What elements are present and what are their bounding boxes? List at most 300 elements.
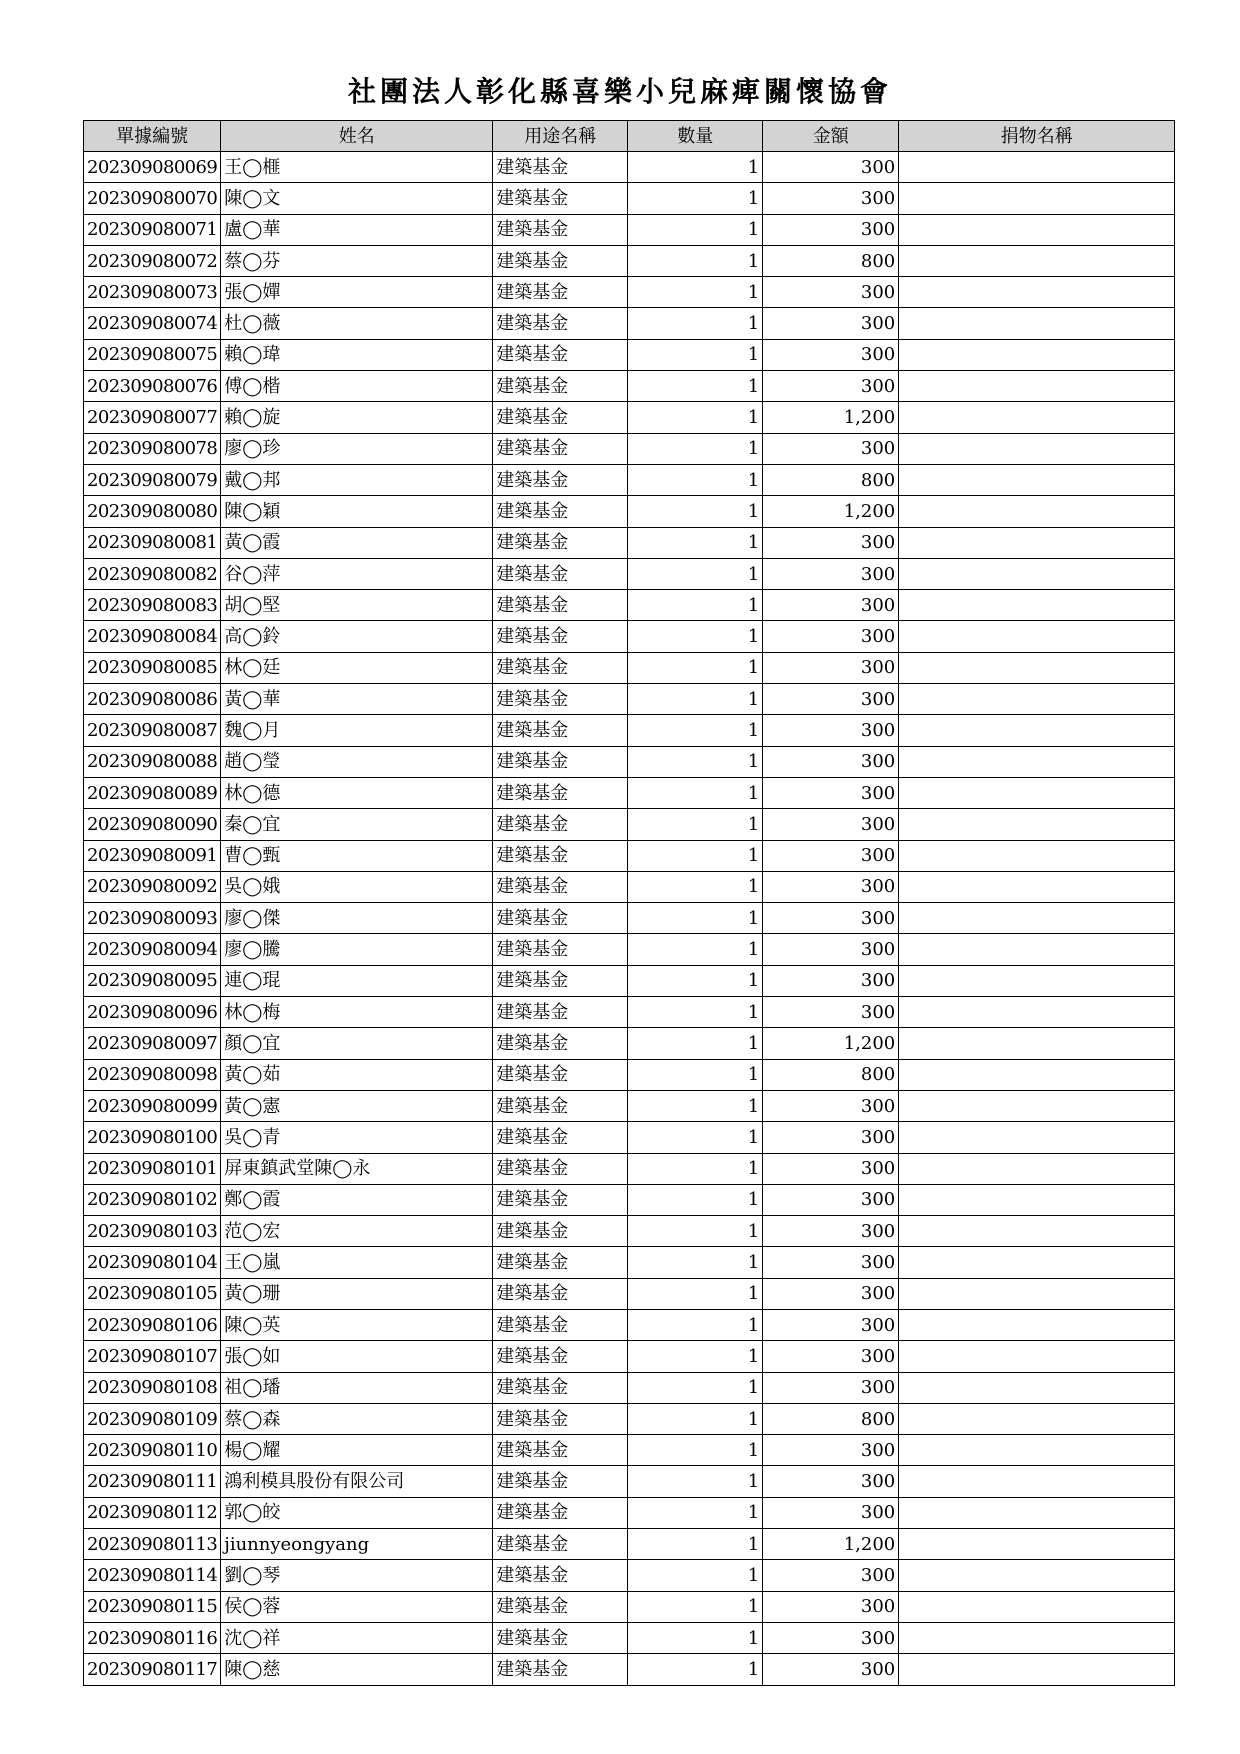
donated-item-cell [899, 871, 1175, 902]
purpose-cell: 建築基金 [493, 433, 628, 464]
donated-item-cell [899, 527, 1175, 558]
quantity-cell: 1 [628, 1059, 763, 1090]
receipt-number-cell: 202309080082 [84, 558, 221, 589]
donated-item-cell [899, 1497, 1175, 1528]
receipt-number-cell: 202309080096 [84, 997, 221, 1028]
table-row [84, 1435, 1175, 1466]
table-row [84, 1497, 1175, 1528]
receipt-number-cell: 202309080111 [84, 1466, 221, 1497]
purpose-cell: 建築基金 [493, 1309, 628, 1340]
purpose-cell: 建築基金 [493, 715, 628, 746]
donated-item-cell [899, 652, 1175, 683]
donor-name-cell: 黃◯霞 [221, 527, 493, 558]
donated-item-cell [899, 339, 1175, 370]
donor-name-cell: 陳◯英 [221, 1309, 493, 1340]
quantity-cell: 1 [628, 371, 763, 402]
table-row [84, 1216, 1175, 1247]
receipt-number-cell: 202309080116 [84, 1622, 221, 1653]
donated-item-cell [899, 1122, 1175, 1153]
donated-item-cell [899, 1341, 1175, 1372]
donated-item-cell [899, 1278, 1175, 1309]
receipt-number-cell: 202309080088 [84, 746, 221, 777]
amount-cell: 300 [763, 1090, 899, 1121]
amount-cell: 300 [763, 965, 899, 996]
donor-name-cell: 劉◯琴 [221, 1560, 493, 1591]
donated-item-cell [899, 840, 1175, 871]
quantity-cell: 1 [628, 1309, 763, 1340]
donated-item-cell [899, 1247, 1175, 1278]
purpose-cell: 建築基金 [493, 1278, 628, 1309]
quantity-cell: 1 [628, 1654, 763, 1685]
table-row [84, 1122, 1175, 1153]
purpose-cell: 建築基金 [493, 371, 628, 402]
donation-table [83, 120, 1175, 1686]
table-row [84, 1560, 1175, 1591]
quantity-cell: 1 [628, 840, 763, 871]
receipt-number-cell: 202309080078 [84, 433, 221, 464]
purpose-cell: 建築基金 [493, 152, 628, 183]
quantity-cell: 1 [628, 1184, 763, 1215]
donated-item-cell [899, 1184, 1175, 1215]
table-row [84, 1247, 1175, 1278]
table-row [84, 1341, 1175, 1372]
quantity-cell: 1 [628, 1622, 763, 1653]
amount-cell: 300 [763, 903, 899, 934]
donated-item-cell [899, 245, 1175, 276]
amount-cell: 300 [763, 1278, 899, 1309]
amount-cell: 300 [763, 840, 899, 871]
quantity-cell: 1 [628, 214, 763, 245]
receipt-number-cell: 202309080069 [84, 152, 221, 183]
amount-cell: 300 [763, 1466, 899, 1497]
quantity-cell: 1 [628, 1341, 763, 1372]
receipt-number-cell: 202309080083 [84, 590, 221, 621]
donated-item-cell [899, 1059, 1175, 1090]
table-row [84, 1529, 1175, 1560]
donated-item-cell [899, 1216, 1175, 1247]
receipt-number-cell: 202309080105 [84, 1278, 221, 1309]
amount-cell: 300 [763, 308, 899, 339]
donated-item-cell [899, 903, 1175, 934]
amount-cell: 300 [763, 871, 899, 902]
donated-item-cell [899, 997, 1175, 1028]
donor-name-cell: 谷◯萍 [221, 558, 493, 589]
table-row [84, 871, 1175, 902]
purpose-cell: 建築基金 [493, 214, 628, 245]
amount-cell: 300 [763, 1153, 899, 1184]
purpose-cell: 建築基金 [493, 1247, 628, 1278]
donor-name-cell: 蔡◯芬 [221, 245, 493, 276]
receipt-number-cell: 202309080075 [84, 339, 221, 370]
donor-name-cell: 張◯嬋 [221, 277, 493, 308]
amount-cell: 300 [763, 152, 899, 183]
donated-item-cell [899, 496, 1175, 527]
amount-cell: 800 [763, 464, 899, 495]
amount-cell: 300 [763, 1216, 899, 1247]
amount-cell: 1,200 [763, 496, 899, 527]
receipt-number-cell: 202309080095 [84, 965, 221, 996]
table-row [84, 652, 1175, 683]
purpose-cell: 建築基金 [493, 1216, 628, 1247]
table-row [84, 1372, 1175, 1403]
purpose-cell: 建築基金 [493, 903, 628, 934]
receipt-number-cell: 202309080106 [84, 1309, 221, 1340]
table-row [84, 1654, 1175, 1685]
amount-cell: 300 [763, 652, 899, 683]
donated-item-cell [899, 1591, 1175, 1622]
quantity-cell: 1 [628, 152, 763, 183]
donor-name-cell: 黃◯珊 [221, 1278, 493, 1309]
header-quantity: 數量 [628, 121, 763, 152]
donor-name-cell: 趙◯瑩 [221, 746, 493, 777]
quantity-cell: 1 [628, 402, 763, 433]
donor-name-cell: 傅◯楷 [221, 371, 493, 402]
table-row [84, 245, 1175, 276]
donor-name-cell: 吳◯青 [221, 1122, 493, 1153]
receipt-number-cell: 202309080110 [84, 1435, 221, 1466]
table-row [84, 1591, 1175, 1622]
purpose-cell: 建築基金 [493, 1341, 628, 1372]
donor-name-cell: 賴◯旋 [221, 402, 493, 433]
quantity-cell: 1 [628, 1216, 763, 1247]
donor-name-cell: 王◯嵐 [221, 1247, 493, 1278]
receipt-number-cell: 202309080070 [84, 183, 221, 214]
purpose-cell: 建築基金 [493, 558, 628, 589]
quantity-cell: 1 [628, 777, 763, 808]
purpose-cell: 建築基金 [493, 1497, 628, 1528]
quantity-cell: 1 [628, 809, 763, 840]
amount-cell: 300 [763, 558, 899, 589]
donated-item-cell [899, 746, 1175, 777]
donor-name-cell: 楊◯耀 [221, 1435, 493, 1466]
donor-name-cell: 林◯梅 [221, 997, 493, 1028]
donor-name-cell: 屏東鎮武堂陳◯永 [221, 1153, 493, 1184]
purpose-cell: 建築基金 [493, 1560, 628, 1591]
quantity-cell: 1 [628, 1153, 763, 1184]
purpose-cell: 建築基金 [493, 464, 628, 495]
table-row [84, 903, 1175, 934]
header-purpose: 用途名稱 [493, 121, 628, 152]
receipt-number-cell: 202309080080 [84, 496, 221, 527]
purpose-cell: 建築基金 [493, 1466, 628, 1497]
purpose-cell: 建築基金 [493, 840, 628, 871]
amount-cell: 300 [763, 621, 899, 652]
quantity-cell: 1 [628, 1497, 763, 1528]
quantity-cell: 1 [628, 871, 763, 902]
amount-cell: 1,200 [763, 402, 899, 433]
purpose-cell: 建築基金 [493, 1622, 628, 1653]
table-row [84, 371, 1175, 402]
receipt-number-cell: 202309080108 [84, 1372, 221, 1403]
donated-item-cell [899, 371, 1175, 402]
purpose-cell: 建築基金 [493, 1372, 628, 1403]
receipt-number-cell: 202309080091 [84, 840, 221, 871]
header-name: 姓名 [221, 121, 493, 152]
receipt-number-cell: 202309080103 [84, 1216, 221, 1247]
donor-name-cell: 廖◯珍 [221, 433, 493, 464]
purpose-cell: 建築基金 [493, 402, 628, 433]
receipt-number-cell: 202309080097 [84, 1028, 221, 1059]
donated-item-cell [899, 1435, 1175, 1466]
donated-item-cell [899, 1622, 1175, 1653]
table-row [84, 1028, 1175, 1059]
table-row [84, 1090, 1175, 1121]
donor-name-cell: 盧◯華 [221, 214, 493, 245]
table-row [84, 527, 1175, 558]
purpose-cell: 建築基金 [493, 621, 628, 652]
receipt-number-cell: 202309080107 [84, 1341, 221, 1372]
quantity-cell: 1 [628, 1591, 763, 1622]
donor-name-cell: 黃◯華 [221, 684, 493, 715]
receipt-number-cell: 202309080113 [84, 1529, 221, 1560]
donor-name-cell: 戴◯邦 [221, 464, 493, 495]
table-row [84, 621, 1175, 652]
amount-cell: 800 [763, 1403, 899, 1434]
receipt-number-cell: 202309080092 [84, 871, 221, 902]
table-row [84, 308, 1175, 339]
purpose-cell: 建築基金 [493, 527, 628, 558]
receipt-number-cell: 202309080086 [84, 684, 221, 715]
quantity-cell: 1 [628, 746, 763, 777]
donor-name-cell: 林◯廷 [221, 652, 493, 683]
donated-item-cell [899, 277, 1175, 308]
table-row [84, 277, 1175, 308]
receipt-number-cell: 202309080079 [84, 464, 221, 495]
donated-item-cell [899, 777, 1175, 808]
table-row [84, 1184, 1175, 1215]
donated-item-cell [899, 1309, 1175, 1340]
amount-cell: 300 [763, 684, 899, 715]
quantity-cell: 1 [628, 621, 763, 652]
receipt-number-cell: 202309080090 [84, 809, 221, 840]
amount-cell: 300 [763, 1372, 899, 1403]
table-header [84, 121, 1175, 152]
amount-cell: 300 [763, 809, 899, 840]
purpose-cell: 建築基金 [493, 871, 628, 902]
donated-item-cell [899, 152, 1175, 183]
amount-cell: 800 [763, 1059, 899, 1090]
table-body [84, 152, 1175, 1686]
receipt-number-cell: 202309080098 [84, 1059, 221, 1090]
table-row [84, 1622, 1175, 1653]
donated-item-cell [899, 1372, 1175, 1403]
donor-name-cell: 蔡◯森 [221, 1403, 493, 1434]
donor-name-cell: 祖◯璠 [221, 1372, 493, 1403]
table-row [84, 464, 1175, 495]
purpose-cell: 建築基金 [493, 997, 628, 1028]
table-row [84, 339, 1175, 370]
receipt-number-cell: 202309080114 [84, 1560, 221, 1591]
table-row [84, 840, 1175, 871]
header-amount: 金額 [763, 121, 899, 152]
receipt-number-cell: 202309080077 [84, 402, 221, 433]
amount-cell: 300 [763, 1184, 899, 1215]
donor-name-cell: 賴◯瑋 [221, 339, 493, 370]
purpose-cell: 建築基金 [493, 1028, 628, 1059]
purpose-cell: 建築基金 [493, 183, 628, 214]
amount-cell: 300 [763, 777, 899, 808]
table-row [84, 715, 1175, 746]
table-row [84, 809, 1175, 840]
purpose-cell: 建築基金 [493, 746, 628, 777]
quantity-cell: 1 [628, 183, 763, 214]
donor-name-cell: 杜◯薇 [221, 308, 493, 339]
purpose-cell: 建築基金 [493, 1059, 628, 1090]
donated-item-cell [899, 214, 1175, 245]
purpose-cell: 建築基金 [493, 965, 628, 996]
quantity-cell: 1 [628, 1529, 763, 1560]
donated-item-cell [899, 1403, 1175, 1434]
donor-name-cell: 廖◯騰 [221, 934, 493, 965]
quantity-cell: 1 [628, 684, 763, 715]
table-row [84, 1278, 1175, 1309]
receipt-number-cell: 202309080115 [84, 1591, 221, 1622]
table-row [84, 1403, 1175, 1434]
purpose-cell: 建築基金 [493, 277, 628, 308]
receipt-number-cell: 202309080100 [84, 1122, 221, 1153]
receipt-number-cell: 202309080089 [84, 777, 221, 808]
donated-item-cell [899, 1028, 1175, 1059]
quantity-cell: 1 [628, 558, 763, 589]
table-row [84, 1309, 1175, 1340]
donated-item-cell [899, 1466, 1175, 1497]
donor-name-cell: 高◯鈴 [221, 621, 493, 652]
amount-cell: 300 [763, 1591, 899, 1622]
amount-cell: 1,200 [763, 1028, 899, 1059]
purpose-cell: 建築基金 [493, 809, 628, 840]
purpose-cell: 建築基金 [493, 496, 628, 527]
quantity-cell: 1 [628, 1372, 763, 1403]
donated-item-cell [899, 590, 1175, 621]
donated-item-cell [899, 684, 1175, 715]
amount-cell: 300 [763, 371, 899, 402]
quantity-cell: 1 [628, 934, 763, 965]
receipt-number-cell: 202309080101 [84, 1153, 221, 1184]
quantity-cell: 1 [628, 1122, 763, 1153]
amount-cell: 300 [763, 715, 899, 746]
receipt-number-cell: 202309080072 [84, 245, 221, 276]
receipt-number-cell: 202309080071 [84, 214, 221, 245]
donated-item-cell [899, 402, 1175, 433]
purpose-cell: 建築基金 [493, 245, 628, 276]
amount-cell: 300 [763, 590, 899, 621]
quantity-cell: 1 [628, 245, 763, 276]
receipt-number-cell: 202309080104 [84, 1247, 221, 1278]
quantity-cell: 1 [628, 464, 763, 495]
quantity-cell: 1 [628, 1278, 763, 1309]
receipt-number-cell: 202309080117 [84, 1654, 221, 1685]
amount-cell: 300 [763, 934, 899, 965]
table-row [84, 496, 1175, 527]
donated-item-cell [899, 715, 1175, 746]
purpose-cell: 建築基金 [493, 308, 628, 339]
donor-name-cell: 張◯如 [221, 1341, 493, 1372]
quantity-cell: 1 [628, 997, 763, 1028]
quantity-cell: 1 [628, 308, 763, 339]
donated-item-cell [899, 1654, 1175, 1685]
purpose-cell: 建築基金 [493, 339, 628, 370]
amount-cell: 300 [763, 997, 899, 1028]
receipt-number-cell: 202309080109 [84, 1403, 221, 1434]
header-donated-item: 捐物名稱 [899, 121, 1175, 152]
receipt-number-cell: 202309080081 [84, 527, 221, 558]
donor-name-cell: 廖◯傑 [221, 903, 493, 934]
quantity-cell: 1 [628, 1466, 763, 1497]
quantity-cell: 1 [628, 339, 763, 370]
purpose-cell: 建築基金 [493, 1153, 628, 1184]
donated-item-cell [899, 183, 1175, 214]
amount-cell: 1,200 [763, 1529, 899, 1560]
donor-name-cell: jiunnyeongyang [221, 1529, 493, 1560]
receipt-number-cell: 202309080084 [84, 621, 221, 652]
purpose-cell: 建築基金 [493, 590, 628, 621]
donated-item-cell [899, 1529, 1175, 1560]
table-row [84, 1059, 1175, 1090]
donated-item-cell [899, 934, 1175, 965]
donor-name-cell: 鄭◯霞 [221, 1184, 493, 1215]
purpose-cell: 建築基金 [493, 1184, 628, 1215]
donated-item-cell [899, 464, 1175, 495]
purpose-cell: 建築基金 [493, 652, 628, 683]
amount-cell: 300 [763, 1309, 899, 1340]
table-row [84, 1153, 1175, 1184]
donor-name-cell: 顏◯宜 [221, 1028, 493, 1059]
amount-cell: 300 [763, 746, 899, 777]
quantity-cell: 1 [628, 433, 763, 464]
amount-cell: 300 [763, 214, 899, 245]
quantity-cell: 1 [628, 652, 763, 683]
amount-cell: 300 [763, 1497, 899, 1528]
receipt-number-cell: 202309080087 [84, 715, 221, 746]
quantity-cell: 1 [628, 903, 763, 934]
amount-cell: 300 [763, 1622, 899, 1653]
donated-item-cell [899, 1090, 1175, 1121]
amount-cell: 300 [763, 277, 899, 308]
purpose-cell: 建築基金 [493, 1403, 628, 1434]
quantity-cell: 1 [628, 1403, 763, 1434]
donated-item-cell [899, 621, 1175, 652]
donor-name-cell: 吳◯娥 [221, 871, 493, 902]
receipt-number-cell: 202309080073 [84, 277, 221, 308]
table-row [84, 433, 1175, 464]
purpose-cell: 建築基金 [493, 684, 628, 715]
donor-name-cell: 魏◯月 [221, 715, 493, 746]
receipt-number-cell: 202309080102 [84, 1184, 221, 1215]
amount-cell: 300 [763, 527, 899, 558]
quantity-cell: 1 [628, 590, 763, 621]
donor-name-cell: 陳◯文 [221, 183, 493, 214]
donated-item-cell [899, 1560, 1175, 1591]
purpose-cell: 建築基金 [493, 1435, 628, 1466]
purpose-cell: 建築基金 [493, 1090, 628, 1121]
donor-name-cell: 秦◯宜 [221, 809, 493, 840]
table-row [84, 214, 1175, 245]
receipt-number-cell: 202309080099 [84, 1090, 221, 1121]
quantity-cell: 1 [628, 496, 763, 527]
donor-name-cell: 沈◯祥 [221, 1622, 493, 1653]
table-row [84, 402, 1175, 433]
table-row [84, 746, 1175, 777]
donated-item-cell [899, 1153, 1175, 1184]
amount-cell: 300 [763, 339, 899, 370]
purpose-cell: 建築基金 [493, 934, 628, 965]
amount-cell: 300 [763, 1435, 899, 1466]
quantity-cell: 1 [628, 715, 763, 746]
amount-cell: 300 [763, 1341, 899, 1372]
purpose-cell: 建築基金 [493, 1654, 628, 1685]
donor-name-cell: 侯◯蓉 [221, 1591, 493, 1622]
donor-name-cell: 黃◯茹 [221, 1059, 493, 1090]
